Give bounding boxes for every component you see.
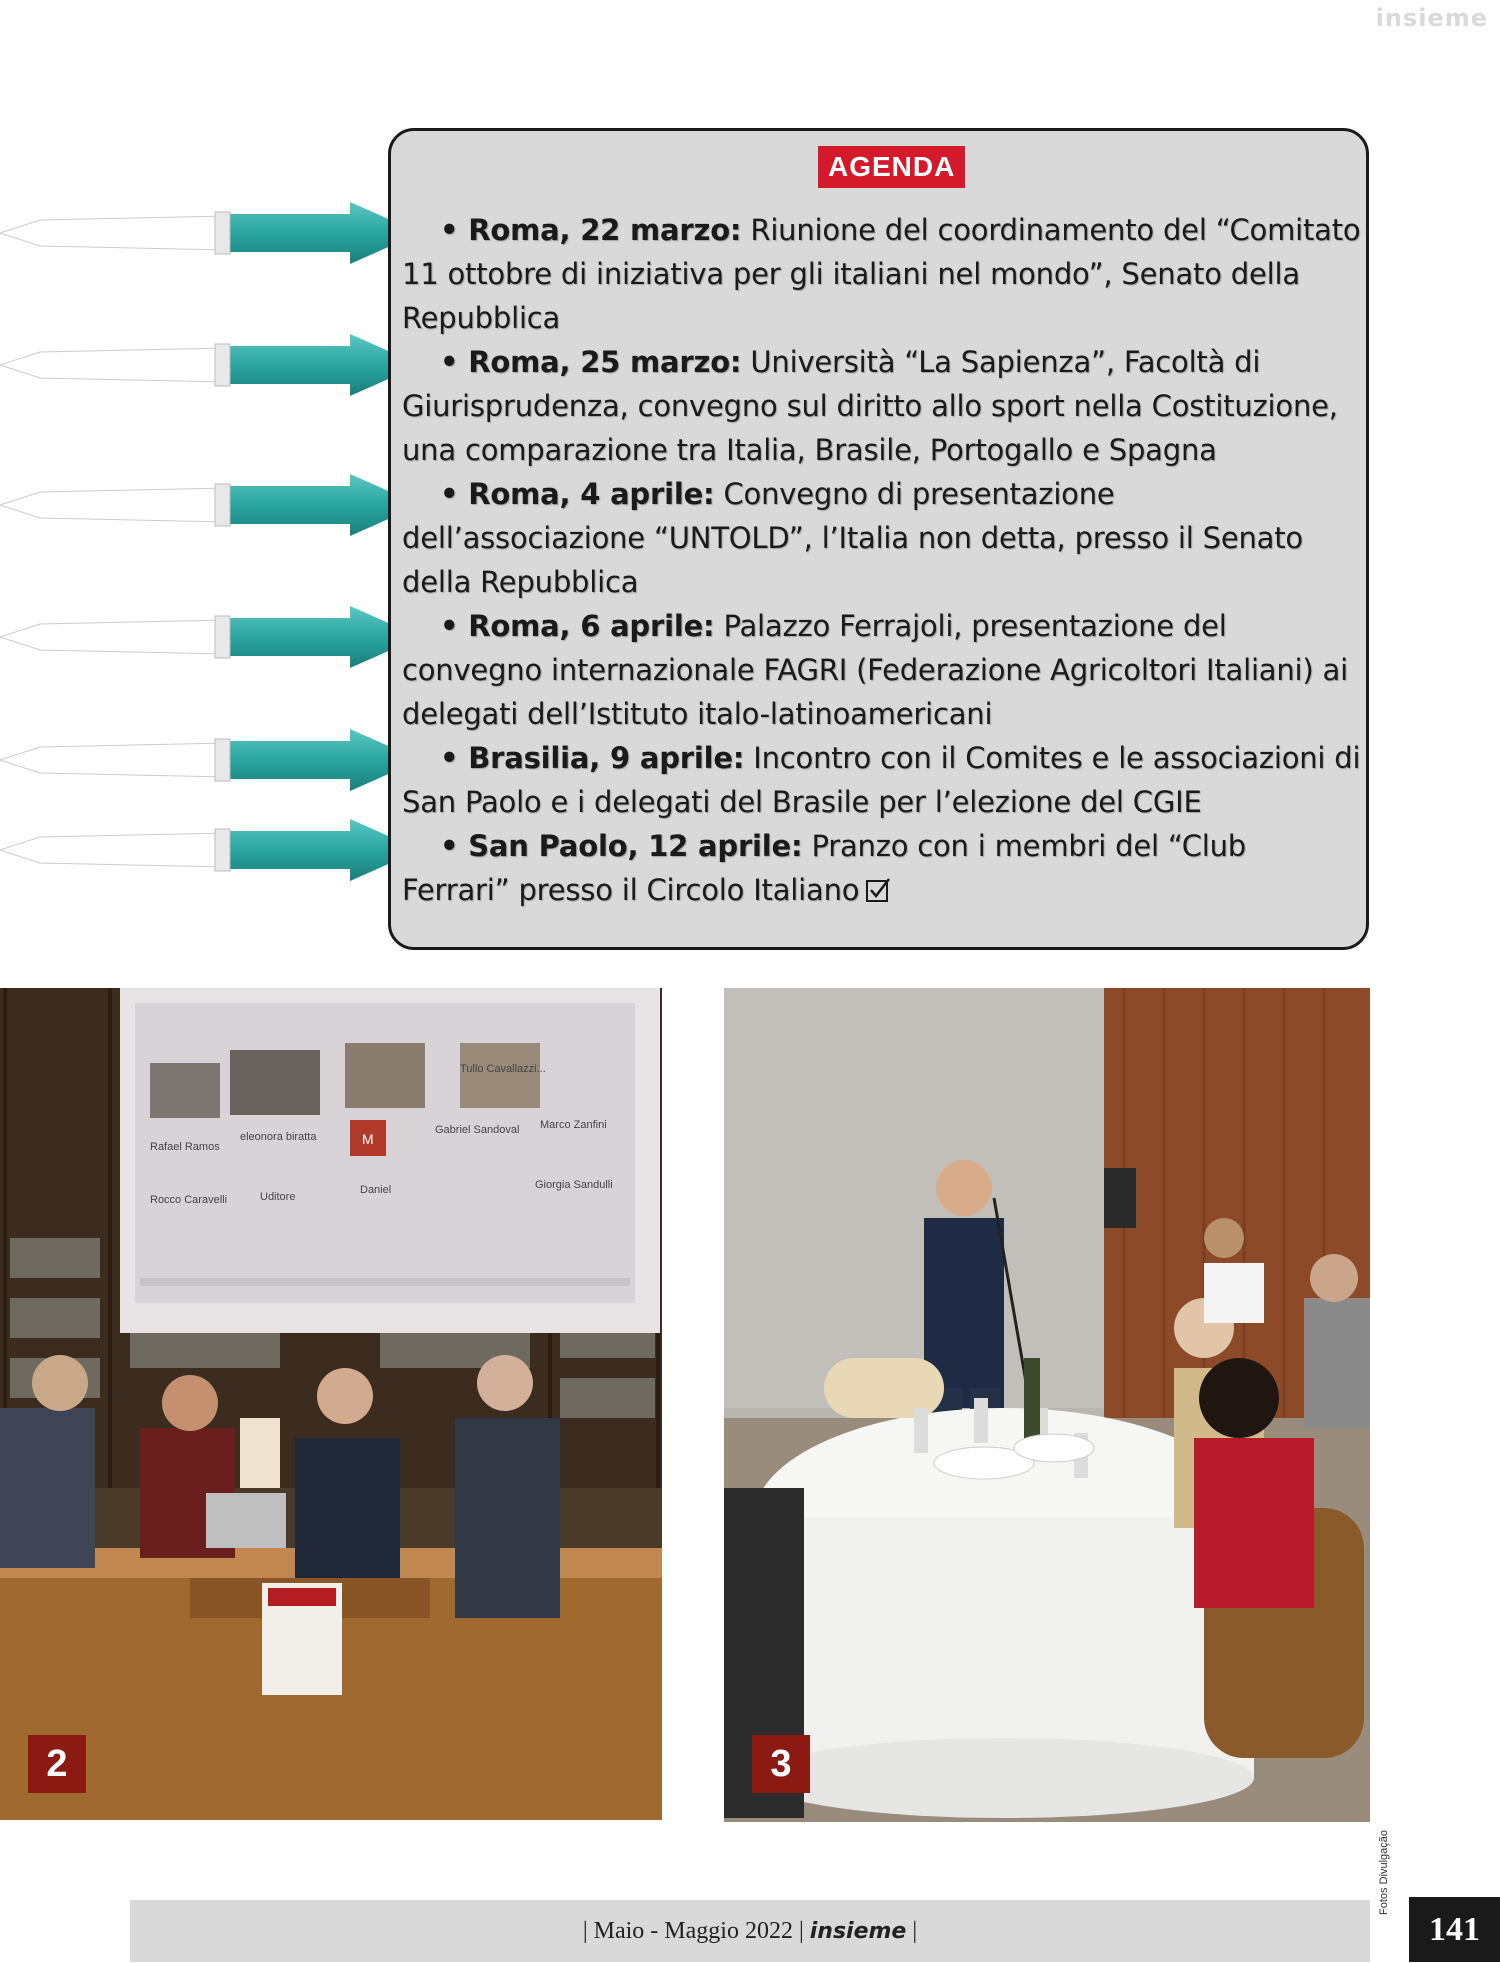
bullet: •: [440, 829, 469, 863]
photo-lunch: [724, 988, 1370, 1822]
agenda-item-text: Pranzo con i membri del “Club Ferrari” presso il Circolo Italiano: [402, 829, 1246, 907]
photo-number-badge: 3: [752, 1735, 810, 1793]
bullet: •: [440, 213, 469, 247]
agenda-item-text: Incontro con il Comites e le associazioni di San Paolo e i delegati del Brasile per l’elezione del CGIE: [402, 741, 1361, 819]
agenda-item-place: Roma, 22 marzo:: [468, 213, 742, 247]
footer-text: [130, 1900, 1370, 1963]
screen-participant-name: Rafael Ramos: [150, 1141, 220, 1153]
arrow-icon: [0, 602, 430, 672]
screen-participant-name: Giorgia Sandulli: [535, 1179, 613, 1191]
agenda-item-place: Roma, 6 aprile:: [468, 609, 715, 643]
agenda-list: [402, 208, 1362, 912]
screen-participant-name: eleonora biratta: [240, 1131, 317, 1143]
arrow-icon: [0, 815, 430, 885]
agenda-item: [402, 472, 1362, 604]
footer-date: | Maio - Maggio 2022 |: [582, 1918, 804, 1944]
screen-participant-name: Uditore: [260, 1191, 296, 1203]
agenda-item-text: Università “La Sapienza”, Facoltà di Giurisprudenza, convegno sul diritto allo sport nella Costituzione, una comparazione tra Italia, Brasile, Portogallo e Spagna: [402, 345, 1338, 467]
screen-participant-name: Daniel: [360, 1184, 392, 1196]
page-number: 141: [1409, 1897, 1500, 1962]
photo-credit: Fotos Divulgação: [1378, 1830, 1390, 1915]
bullet: •: [440, 741, 469, 775]
arrow-icon: [0, 470, 430, 540]
screen-participant-name: Gabriel Sandoval: [435, 1124, 520, 1136]
footer-separator: |: [912, 1918, 918, 1944]
agenda-item-text: Convegno di presentazione dell’associazione “UNTOLD”, l’Italia non detta, presso il Senato della Repubblica: [402, 477, 1303, 599]
bullet: •: [440, 477, 469, 511]
agenda-item: [402, 604, 1362, 736]
screen-participant-name: Marco Zanfini: [540, 1119, 607, 1131]
footer-brand: insieme: [809, 1919, 907, 1944]
agenda-item: [402, 208, 1362, 340]
bullet: •: [440, 609, 469, 643]
agenda-item-place: Roma, 4 aprile:: [468, 477, 715, 511]
photo-number-badge: 2: [28, 1735, 86, 1793]
photo-conference: [0, 988, 662, 1820]
agenda-item: [402, 340, 1362, 472]
screen-participant-name: Tullo Cavallazzi...: [460, 1063, 546, 1075]
agenda-item: [402, 824, 1362, 912]
agenda-item-place: Brasilia, 9 aprile:: [468, 741, 745, 775]
agenda-item-text: Palazzo Ferrajoli, presentazione del convegno internazionale FAGRI (Federazione Agricoltori Italiani) ai delegati dell’Istituto italo-latinoamericani: [402, 609, 1348, 731]
agenda-item-place: Roma, 25 marzo:: [468, 345, 742, 379]
screen-participant-name: Rocco Caravelli: [150, 1194, 228, 1206]
checkbox-checked-icon: [865, 877, 891, 903]
agenda-item: [402, 736, 1362, 824]
footer-bar: [130, 1900, 1370, 1962]
agenda-title: AGENDA: [818, 146, 965, 188]
arrow-icon: [0, 198, 430, 268]
bullet: •: [440, 345, 469, 379]
agenda-item-place: San Paolo, 12 aprile:: [468, 829, 803, 863]
arrow-icon: [0, 330, 430, 400]
masthead-brand: insieme: [1375, 4, 1488, 32]
arrow-icon: [0, 725, 430, 795]
screen-participant-initial: M: [362, 1131, 374, 1147]
agenda-item-text: Riunione del coordinamento del “Comitato 11 ottobre di iniziativa per gli italiani nel mondo”, Senato della Repubblica: [402, 213, 1361, 335]
